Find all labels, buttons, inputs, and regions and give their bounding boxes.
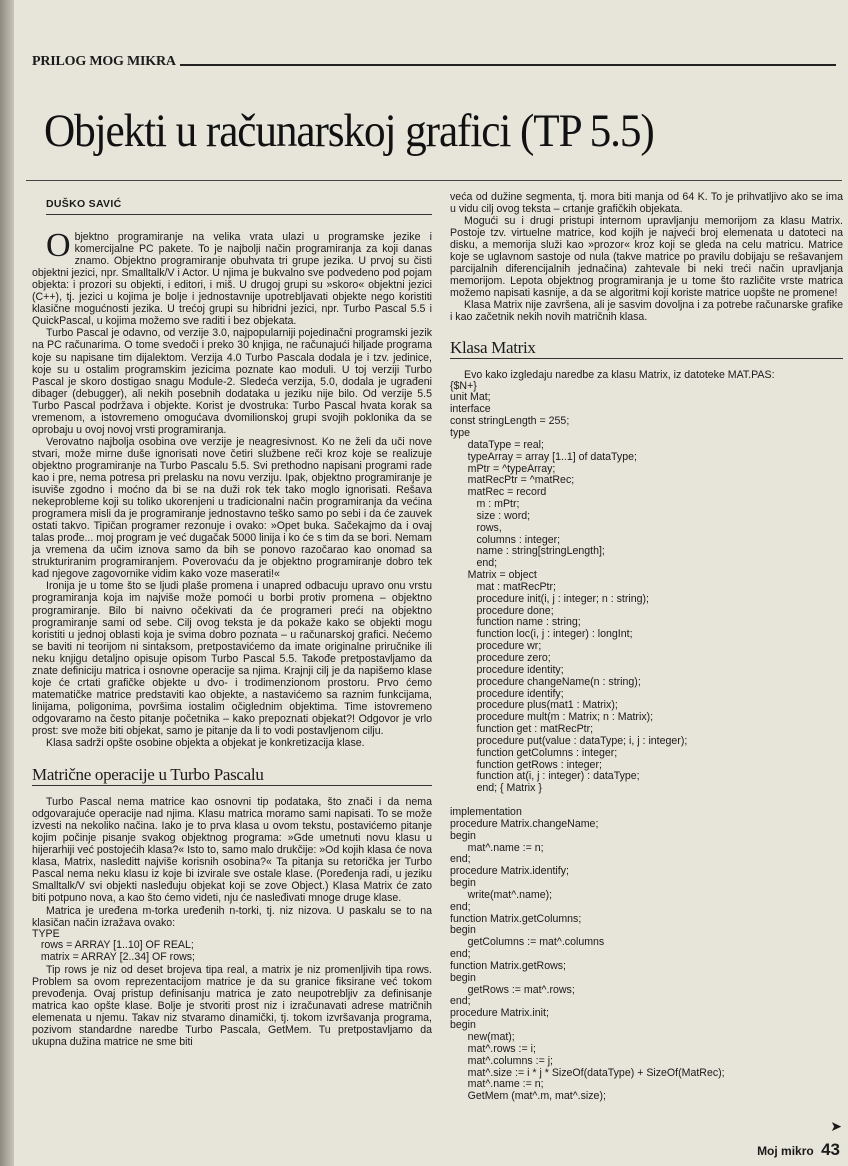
code-line: function loc(i, j : integer) : longInt; [450,628,633,641]
code-line: function getRows : integer; [450,758,602,771]
code-line: rows, [450,521,502,534]
article-title: Objekti u računarskoj grafici (TP 5.5) [44,105,654,157]
code-line: unit Mat; [450,391,491,404]
code-line: matrix = ARRAY [2..34] OF rows; [32,951,195,964]
code-line: procedure init(i, j : integer; n : string); [450,592,650,605]
code-line: implementation [450,805,522,818]
code-line: getColumns := mat^.columns [450,936,605,949]
code-line: write(mat^.name); [450,888,553,901]
code-line: end; [450,995,471,1008]
code-line: begin [450,971,476,984]
magazine-name: Moj mikro [757,1144,814,1158]
matrix-code-listing [450,381,843,1103]
body-paragraph: Klasa sadrži opšte osobine objekta a objekat je konkretizacija klase. [46,737,365,750]
code-intro: Evo kako izgledaju naredbe za klasu Matrix, iz datoteke MAT.PAS: [464,368,775,381]
code-line: begin [450,924,476,937]
binding-spine [0,0,14,1166]
code-line: dataType = real; [450,438,544,451]
section-paragraphs [32,796,432,929]
arrow-right-icon: ➤ [830,1118,842,1134]
page-number: 43 [821,1140,840,1159]
code-line: procedure plus(mat1 : Matrix); [450,699,618,712]
code-line: mat : matRecPtr; [450,580,556,593]
section-heading-rule [450,358,843,359]
code-line: begin [450,877,476,890]
body-paragraph: Turbo Pascal je odavno, od verzije 3.0, najpopularniji pojedinačni programski jezik na PC računarima. O tome svedoči i preko 30 knjiga, ne računajući hiljade programa koje su napisane tim dijalektom. Verzija 4.0 Turbo Pascala dodala je i tzv. jedinice, koje su u ostalim programskim jezicima poznate kao moduli. U toj verziji Turbo Pascal je skoro dostigao snagu Module-2. Sledeća verzija, 5.0, dodala je ugrađeni dibager (debugger), ali nekih posebnih dodataka u jeziku nije bilo. Od verzije 5.5 Turbo Pascal podržava i objekte. Korist je dvostruka: Turbo Pascal hvata korak sa vremenom, a istovremeno omogućava dvomilionskoj grupi svojih poklonika da se oprobaju u ovoj novoj vrsti programiranja. [32,327,432,436]
code-line: {$N+} [450,379,477,392]
code-line: mat^.name := n; [450,1078,544,1091]
body-paragraph: bjektno programiranje na velika vrata ulazi u programske jezike i komercijalne PC pakete. To je najbolji način programiranja za koji danas znamo. Objektno programiranje obuhvata tri grupe jezika. U prvoj su čisti objektni jezici, npr. Smalltalk/V i Actor. U njima je bukvalno sve podvedeno pod pojam objekta: i prozori su objekti, i editori, i miš. U drugoj grupi su »skoro« objektni jezici (C++), tj. jezici u kojima je bolje i jednostavnije upotrebljavati objekte nego koristiti klasične mogućnosti jezika. U trećoj grupi su hibridni jezici, npr. Turbo Pascal 5.5 i QuickPascal, u kojima možemo sve raditi i bez objekata. [32,231,432,328]
author-byline: DUŠKO SAVIĆ [46,198,122,210]
code-line: typeArray = array [1..1] of dataType; [450,450,637,463]
code-line: begin [450,1019,476,1032]
code-line: function get : matRecPtr; [450,723,594,736]
body-paragraph: Matrica je uređena m-torka uređenih n-torki, tj. niz nizova. U paskalu se to na klasičan način izražava ovako: [32,904,432,929]
code-line: procedure put(value : dataType; i, j : integer); [450,734,688,747]
body-paragraph: Turbo Pascal nema matrice kao osnovni tip podataka, što znači i da nema odgovarajuće operacije nad njima. Klasu matrica moramo sami napisati. To se može izvesti na nekoliko načina. Iako je to prva klasa u ovom tekstu, postavićemo pitanje kojim počinje pisanje svakog objektnog programa: »Gde umetnuti novu klasu u hijerarhiji već postojećih klasa?« Isto to, samo malo drukčije: »Od kojih klasa će nova klasa, Matrix, nasleditt najviše korisnih osobina?« Ta pitanja su retorička jer Turbo Pascal nema neku klasu iz koje bi izvirale sve ostale klase. (Poređenja radi, u jeziku Smalltalk/V svi objekti nasleđuju objekat koji se zove Object.) Klasa Matrix će zato biti potpuno nova, a kao što ćemo videti, nju će nasleđivati mnoge druge klase. [32,796,432,905]
code-line: procedure Matrix.init; [450,1007,549,1020]
code-line: columns : integer; [450,533,561,546]
byline-rule [46,214,432,215]
code-line: new(mat); [450,1031,515,1044]
code-line: matRec = record [450,486,547,499]
code-line: begin [450,829,476,842]
code-line: function Matrix.getRows; [450,959,566,972]
intro-paragraphs [32,227,432,750]
code-line: mat^.name := n; [450,841,544,854]
section-heading-matrix-ops: Matrične operacije u Turbo Pascalu [32,765,264,785]
code-line: function at(i, j : integer) : dataType; [450,770,640,783]
code-line: procedure zero; [450,652,551,665]
code-line: function name : string; [450,616,581,629]
page-footer [757,1140,840,1160]
code-line: mat^.columns := j; [450,1054,553,1067]
code-line: end; [450,853,471,866]
code-line: end; { Matrix } [450,782,542,795]
body-paragraph: Mogući su i drugi pristupi internom upravljanju memorijom za klasu Matrix. Postoje tzv. virtuelne matrice, kod kojih je najveći broj elemenata u datoteci na disku, a memorija služi kao »prozor« kroz koji se gleda na celu matricu. Matrice koje se uglavnom sastoje od nula (takve matrice po pravilu dobijaju se rešavanjem parcijalnih diferencijalnih jednačina) zahtevale bi neki treći način upravljanja memorijom. Lepota objektnog programiranja je u tome što različite vrste matrica možemo napisati kasnije, a da se algoritmi koji koriste matrice uopšte ne promene! [450,215,843,300]
code-line: TYPE [32,927,60,940]
code-line: mat^.size := i * j * SizeOf(dataType) + SizeOf(MatRec); [450,1066,725,1079]
code-line: procedure wr; [450,640,542,653]
right-column [450,191,843,1103]
code-line: rows = ARRAY [1..10] OF REAL; [32,939,194,952]
code-line: type [450,426,471,439]
code-line: Matrix = object [450,569,537,582]
body-paragraph: Ironija je u tome što se ljudi plaše promena i unapred odbacuju upravo onu vrstu programiranja koja im najviše može pomoći u borbi protiv promena – objektno programiranje. Bilo bi naivno očekivati da će programeri preći na objektno programiranje sami od sebe. Cilj ovog teksta je da pokaže kako se objekti mogu koristiti u jednoj oblasti koja je svima dobro poznata – u računarskoj grafici. Nećemo se baviti ni teorijom ni sintaksom, pretpostavićemo da imate originalne priručnike ili neku knjigu detaljno opisuje opisom Turbo Pascal 5.5. Takođe pretpostavljamo da znate definiciju matrica i osnovne operacije sa njima. Krajnji cilj je da napišemo klase koje će crtati grafičke objekte u dvo- i trodimenzionom prostoru. Prvo ćemo matematičke matrice predstaviti kao objekte, a nastavićemo sa raznim funkcijama, linijama, poligonima, površima iostalim očiglednim objektima. Time istovremeno odgovaramo na često pitanje početnika – kako prepoznati objekat?! Odgovor je vrlo prost: sve može biti objekat, samo je pitanje da li to vodi postavljenom cilju. [32,580,432,737]
code-line: interface [450,403,491,416]
type-code-block [32,929,432,965]
after-code-paragraph: Tip rows je niz od deset brojeva tipa real, a matrix je niz promenljivih tipa rows. Problem sa ovom reprezentacijom matrice je da su granice fiksirane već tokom prevođenja. Ovaj pristup definisanju matrica je zato neupotrebljiv za definisanje matrica kao opšte klase. Bolje je stvoriti prost niz i izračunavati adrese matričnih elemenata u njemu. Takav niz stvaramo dinamički, tj. tokom izvršavanja programa, pozivom standardne naredbe Turbo Pascala, GetMem. Tu pretpostavljamo da ukupna dužina matrice ne sme biti [32,964,432,1049]
section-heading-matrix-class: Klasa Matrix [450,337,536,357]
code-line: procedure changeName(n : string); [450,675,641,688]
body-paragraph: veća od dužine segmenta, tj. mora biti manja od 64 K. To je prihvatljivo ako se ima u vidu cilj ovog teksta – crtanje grafičkih objekata. [450,191,843,216]
code-line: getRows := mat^.rows; [450,983,575,996]
code-line: m : mPtr; [450,498,520,511]
code-line: end; [450,900,471,913]
code-line: size : word; [450,509,531,522]
drop-cap: O [46,227,71,265]
code-line: mPtr = ^typeArray; [450,462,556,475]
code-line: function getColumns : integer; [450,746,618,759]
code-line: const stringLength = 255; [450,415,570,428]
right-paragraphs [450,191,843,324]
code-line: procedure done; [450,604,554,617]
code-line: procedure Matrix.changeName; [450,817,599,830]
header-rule [180,64,836,66]
code-line: procedure mult(m : Matrix; n : Matrix); [450,711,654,724]
code-line: function Matrix.getColumns; [450,912,582,925]
code-line: procedure identify; [450,687,564,700]
body-paragraph: Verovatno najbolja osobina ove verzije je neagresivnost. Ko ne želi da uči nove stvari, može mirne duše ignorisati nove četiri službene reči kroz koje se realizuje objektno programiranje na Turbo Pascalu 5.5. Svi prethodno napisani programi rade kao i pre, nema potresa pri prelasku na novu verziju. Ipak, objektno programiranje je isuviše zgodno i moćno da bi se na duži rok tek tako moglo ignorisati. Rešava nekeprobleme koji su toliko ukorenjeni u tradicionalni način programiranja da većina programera misli da je programiranje jednostavno teško samo po sebi i da će zauvek ostati takvo. Tipičan programer rezonuje i ovako: »Opet buka. Sačekajmo da i ovaj talas prođe... moj program je već dugačak 5000 linija i ko će s tim da se bori. Nemam ja vremena da učim iznova samo da bih se ponovo razočarao kao onomad sa strukturiranim programiranjem. Poverovaću da je objektno programiranje dobro tek kad njegove zagovornike vidim kako voze maserati!« [32,435,432,581]
section-header [32,52,842,72]
body-paragraph: Klasa Matrix nije završena, ali je sasvim dovoljna i za potrebe računarske grafike i kao začetnik nekih novih matričnih klasa. [450,299,843,324]
code-line: name : string[stringLength]; [450,545,605,558]
left-column [32,198,432,1048]
section-label: PRILOG MOG MIKRA [32,54,176,69]
code-line: end; [450,948,471,961]
code-line: mat^.rows := i; [450,1042,536,1055]
code-line: GetMem (mat^.m, mat^.size); [450,1090,606,1103]
code-line: matRecPtr = ^matRec; [450,474,575,487]
code-line: procedure identity; [450,663,564,676]
code-line: procedure Matrix.identify; [450,865,569,878]
code-line: end; [450,557,498,570]
section-heading-rule [32,785,432,786]
title-rule [26,180,842,181]
